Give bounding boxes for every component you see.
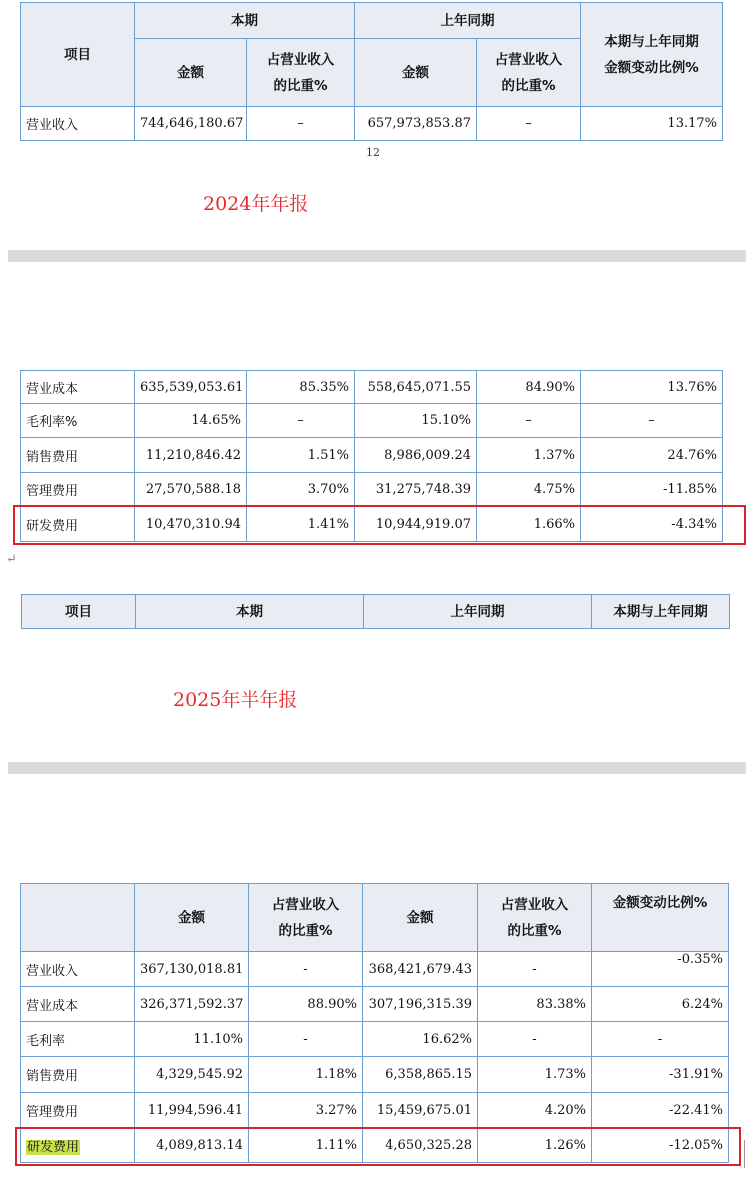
page-separator [8,250,746,262]
header-change: 本期与上年同期 金额变动比例% [581,3,723,107]
page-edge-line [744,1140,745,1168]
table-row-rd-expense: 研发费用 10,470,310.94 1.41% 10,944,919.07 1.66% -4.34% [21,507,723,542]
table-row: 营业收入 367,130,018.81 - 368,421,679.43 - -0.35% [21,952,729,987]
table-row: 销售费用 11,210,846.42 1.51% 8,986,009.24 1.37% 24.76% [21,438,723,473]
table-2024-revenue [20,2,723,141]
header-change: 金额变动比例% [592,884,729,952]
table-row: 毛利率% 14.65% – 15.10% – – [21,404,723,438]
table-row: 毛利率 11.10% - 16.62% - - [21,1022,729,1057]
table-row: 营业收入 744,646,180.67 – 657,973,853.87 – 13.17% [21,107,723,141]
header-ratio: 占营业收入 的比重% [247,39,355,107]
page-separator [8,762,746,774]
highlight-box-rd-2025 [15,1127,741,1166]
table-row: 营业成本 635,539,053.61 85.35% 558,645,071.55 84.90% 13.76% [21,371,723,404]
label-2025-half-year: 2025年半年报 [173,689,298,711]
header-prev: 上年同期 [355,3,581,39]
header-ratio: 占营业收入 的比重% [477,39,581,107]
header-item: 项目 [21,3,135,107]
header-amount: 金额 [135,884,249,952]
header-amount: 金额 [135,39,247,107]
paragraph-mark: ↵ [6,552,17,567]
table-row-rd-expense: 研发费用 4,089,813.14 1.11% 4,650,325.28 1.26% -12.05% [21,1128,729,1163]
header-item-empty [21,884,135,952]
page-number: 12 [366,146,380,159]
header-ratio: 占营业收入 的比重% [249,884,363,952]
header-item: 项目 [22,595,136,629]
header-current: 本期 [136,595,364,629]
highlight-box-rd-2024 [13,505,746,545]
header-change: 本期与上年同期 [592,595,730,629]
header-amount: 金额 [363,884,478,952]
table-row: 销售费用 4,329,545.92 1.18% 6,358,865.15 1.73% -31.91% [21,1057,729,1093]
table-row: 营业成本 326,371,592.37 88.90% 307,196,315.39 83.38% 6.24% [21,987,729,1022]
header-current: 本期 [135,3,355,39]
label-2024-annual: 2024年年报 [203,193,309,215]
highlighted-label: 研发费用 [27,1139,80,1155]
table-row: 管理费用 11,994,596.41 3.27% 15,459,675.01 4.20% -22.41% [21,1093,729,1128]
header-prev: 上年同期 [364,595,592,629]
header-ratio: 占营业收入 的比重% [478,884,592,952]
table-header-repeat [21,594,730,629]
table-row: 管理费用 27,570,588.18 3.70% 31,275,748.39 4.75% -11.85% [21,473,723,507]
table-2025-half-year [20,883,729,1163]
header-amount: 金额 [355,39,477,107]
